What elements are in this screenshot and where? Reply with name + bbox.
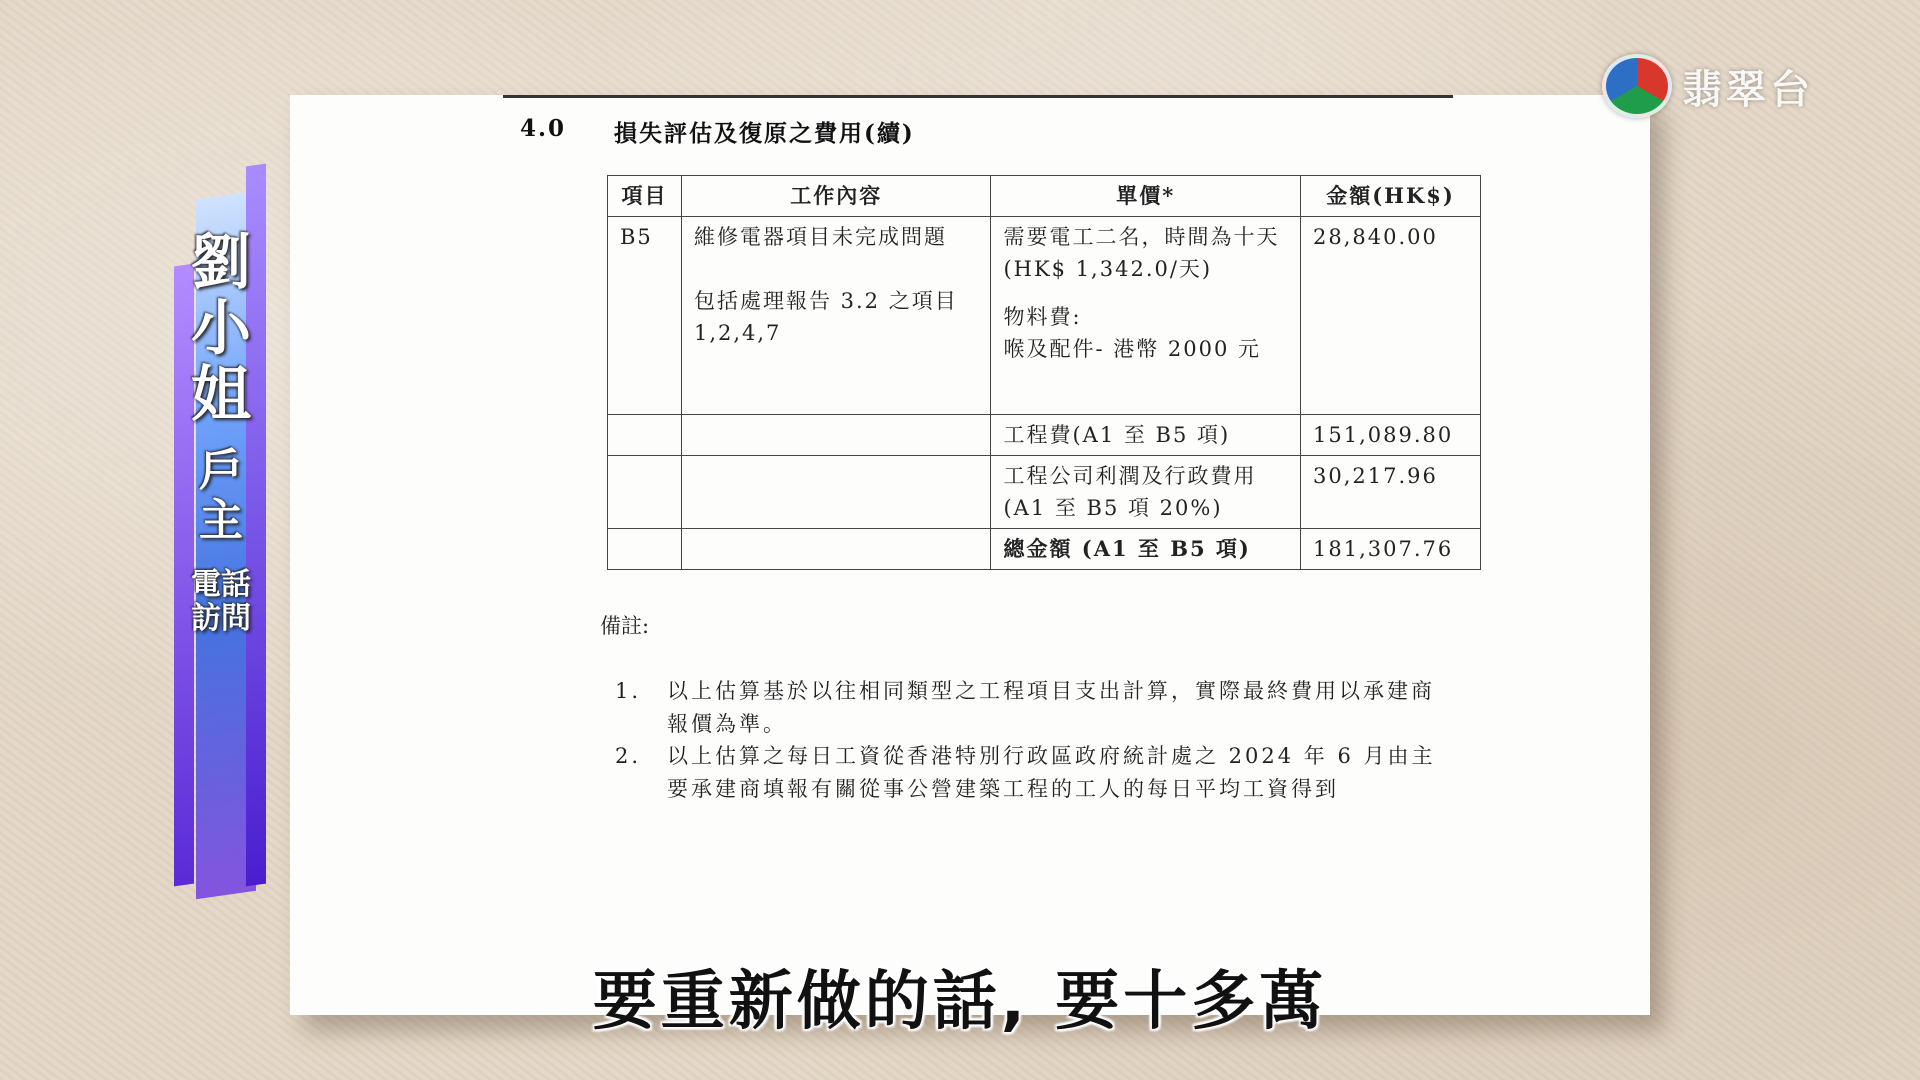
table-row	[608, 529, 1481, 570]
note-number: 2.	[615, 744, 642, 768]
interviewee-role: 戶主	[199, 445, 243, 546]
price-line: 物料費:	[1003, 305, 1082, 329]
cell-amount: 28,840.00	[1301, 217, 1481, 415]
header-content: 工作內容	[681, 176, 991, 217]
table-header-row	[608, 176, 1481, 217]
summary-label: 工程費(A1 至 B5 項)	[991, 415, 1301, 456]
summary-amount: 151,089.80	[1301, 415, 1481, 456]
channel-name: 翡翠台	[1682, 66, 1814, 113]
top-rule	[503, 95, 1453, 98]
total-amount: 181,307.76	[1301, 529, 1481, 570]
cell-content	[681, 217, 991, 415]
section-title: 損失評估及復原之費用(續)	[614, 120, 915, 147]
summary-amount: 30,217.96	[1301, 456, 1481, 529]
notes-heading: 備註:	[600, 614, 650, 638]
header-amount: 金額(HK$)	[1301, 176, 1481, 217]
table-row	[608, 456, 1481, 529]
header-unit-price: 單價*	[991, 176, 1301, 217]
note-item	[615, 675, 1447, 741]
cell-unit-price	[991, 217, 1301, 415]
section-number: 4.0	[520, 115, 567, 142]
content-line: 包括處理報告 3.2 之項目 1,2,4,7	[693, 289, 958, 345]
interview-mode: 電話訪問	[191, 567, 251, 636]
section-heading	[520, 115, 915, 148]
note-item	[615, 740, 1447, 806]
content-line: 維修電器項目未完成問題	[693, 225, 947, 249]
note-text: 以上估算之每日工資從香港特別行政區政府統計處之 2024 年 6 月由主要承建商填報有關從事公營建築工程的工人的每日平均工資得到	[667, 744, 1436, 801]
interviewee-name: 劉小姐	[191, 228, 251, 430]
table-row	[608, 217, 1481, 415]
caption-text	[186, 230, 256, 636]
price-line: 需要電工二名，時間為十天 (HK$ 1,342.0/天)	[1003, 225, 1280, 281]
note-text: 以上估算基於以往相同類型之工程項目支出計算，實際最終費用以承建商報價為準。	[667, 679, 1435, 736]
tvb-rainbow-icon	[1602, 54, 1672, 118]
subtitle: 要重新做的話, 要十多萬	[592, 965, 1328, 1039]
table-row	[608, 415, 1481, 456]
note-number: 1.	[615, 679, 642, 703]
cost-table	[607, 175, 1481, 570]
total-label: 總金額 (A1 至 B5 項)	[991, 529, 1301, 570]
document-page	[290, 95, 1650, 1015]
cell-item: B5	[608, 217, 682, 415]
channel-logo	[1602, 54, 1814, 118]
price-line: 喉及配件- 港幣 2000 元	[1003, 337, 1262, 361]
summary-label: 工程公司利潤及行政費用(A1 至 B5 項 20%)	[991, 456, 1301, 529]
header-item: 項目	[608, 176, 682, 217]
